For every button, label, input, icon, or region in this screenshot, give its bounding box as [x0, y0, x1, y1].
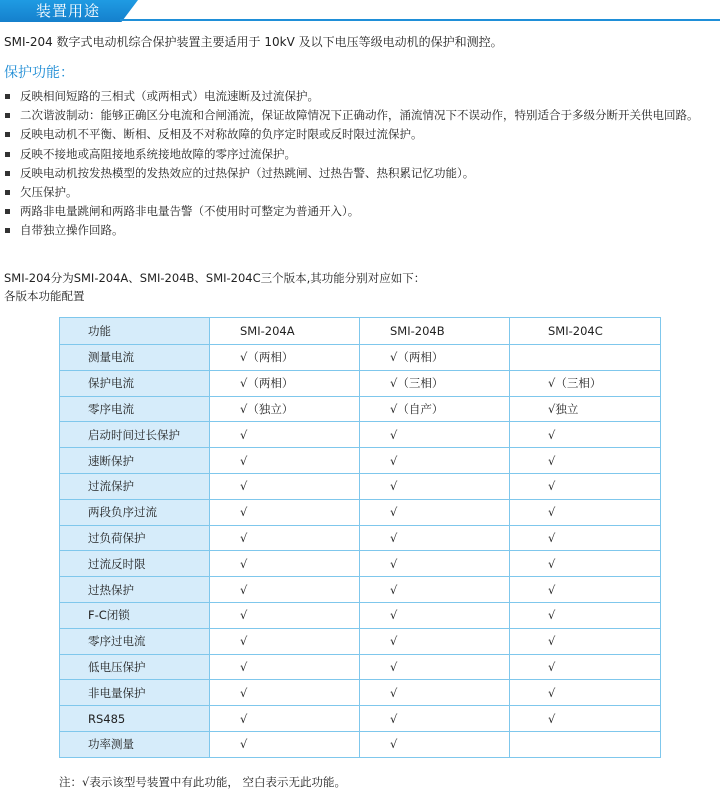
value-cell: √: [360, 473, 510, 499]
versions-text: SMI-204分为SMI-204A、SMI-204B、SMI-204C三个版本,其功能分别对应如下：: [4, 271, 426, 285]
bullet-icon: [5, 209, 10, 214]
value-cell: √（三相）: [510, 370, 661, 396]
function-cell: 低电压保护: [60, 654, 210, 680]
value-cell: √: [210, 602, 360, 628]
value-cell: √: [360, 577, 510, 603]
header-divider: [120, 19, 720, 21]
function-cell: 零序过电流: [60, 628, 210, 654]
table-row: [60, 422, 661, 448]
value-cell: √（两相）: [210, 370, 360, 396]
value-cell: √: [210, 448, 360, 474]
function-cell: 测量电流: [60, 345, 210, 371]
bullet-icon: [5, 94, 10, 99]
function-cell: 过流保护: [60, 473, 210, 499]
value-cell: √: [360, 628, 510, 654]
bullet-icon: [5, 190, 10, 195]
function-cell: 过负荷保护: [60, 525, 210, 551]
list-item: 自带独立操作回路。: [4, 221, 699, 240]
list-item: 欠压保护。: [4, 183, 699, 202]
table-row: [60, 602, 661, 628]
value-cell: √: [210, 680, 360, 706]
function-cell: 零序电流: [60, 396, 210, 422]
bullet-icon: [5, 171, 10, 176]
value-cell: √: [510, 499, 661, 525]
config-title: 各版本功能配置: [4, 289, 85, 303]
value-cell: √（两相）: [210, 345, 360, 371]
section-header: [0, 0, 720, 22]
table-row: [60, 680, 661, 706]
function-cell: 保护电流: [60, 370, 210, 396]
function-cell: 非电量保护: [60, 680, 210, 706]
value-cell: √: [210, 422, 360, 448]
value-cell: √: [510, 680, 661, 706]
column-header: SMI-204C: [510, 318, 661, 345]
list-item: 两路非电量跳闸和两路非电量告警（不使用时可整定为普通开入）。: [4, 202, 699, 221]
value-cell: √（独立）: [210, 396, 360, 422]
table-row: [60, 577, 661, 603]
protection-title: 保护功能：: [4, 65, 74, 81]
value-cell: √: [210, 551, 360, 577]
table-row: [60, 654, 661, 680]
section-title: 装置用途: [36, 2, 101, 20]
table-row: [60, 706, 661, 732]
value-cell: √（两相）: [360, 345, 510, 371]
column-header: 功能: [60, 318, 210, 345]
function-cell: 过热保护: [60, 577, 210, 603]
function-cell: 功率测量: [60, 731, 210, 757]
protection-list: [4, 87, 699, 241]
value-cell: √: [210, 706, 360, 732]
list-item: 二次谐波制动：能够正确区分电流和合闸涌流，保证故障情况下正确动作，涌流情况下不误动作，特别适合于多级分断开关供电回路。: [4, 106, 699, 125]
list-item: 反映电动机按发热模型的发热效应的过热保护（过热跳闸、过热告警、热积累记忆功能）。: [4, 164, 699, 183]
value-cell: √: [210, 525, 360, 551]
value-cell: √: [360, 680, 510, 706]
value-cell: [510, 731, 661, 757]
value-cell: √: [510, 473, 661, 499]
function-cell: 速断保护: [60, 448, 210, 474]
table-row: [60, 396, 661, 422]
table-row: [60, 370, 661, 396]
value-cell: √: [360, 654, 510, 680]
column-header: SMI-204A: [210, 318, 360, 345]
list-item: 反映电动机不平衡、断相、反相及不对称故障的负序定时限或反时限过流保护。: [4, 125, 699, 144]
list-item: 反映相间短路的三相式（或两相式）电流速断及过流保护。: [4, 87, 699, 106]
value-cell: √: [360, 551, 510, 577]
table-row: [60, 731, 661, 757]
function-cell: RS485: [60, 706, 210, 732]
value-cell: √: [360, 731, 510, 757]
bullet-icon: [5, 132, 10, 137]
table-row: [60, 525, 661, 551]
value-cell: √: [210, 731, 360, 757]
function-table: [59, 317, 661, 758]
value-cell: √: [210, 628, 360, 654]
value-cell: √: [510, 577, 661, 603]
value-cell: √独立: [510, 396, 661, 422]
value-cell: √: [360, 499, 510, 525]
value-cell: √（自产）: [360, 396, 510, 422]
footnote: 注：√表示该型号装置中有此功能， 空白表示无此功能。: [59, 775, 346, 789]
bullet-icon: [5, 113, 10, 118]
value-cell: [510, 345, 661, 371]
value-cell: √: [360, 448, 510, 474]
value-cell: √: [510, 602, 661, 628]
function-cell: 过流反时限: [60, 551, 210, 577]
table-row: [60, 499, 661, 525]
value-cell: √: [210, 577, 360, 603]
value-cell: √: [510, 628, 661, 654]
value-cell: √: [510, 551, 661, 577]
value-cell: √（三相）: [360, 370, 510, 396]
value-cell: √: [360, 602, 510, 628]
value-cell: √: [210, 499, 360, 525]
table-row: [60, 345, 661, 371]
list-item: 反映不接地或高阻接地系统接地故障的零序过流保护。: [4, 145, 699, 164]
function-cell: F-C闭锁: [60, 602, 210, 628]
function-cell: 启动时间过长保护: [60, 422, 210, 448]
function-table-wrapper: [59, 317, 661, 758]
value-cell: √: [510, 706, 661, 732]
table-header-row: [60, 318, 661, 345]
function-cell: 两段负序过流: [60, 499, 210, 525]
value-cell: √: [210, 473, 360, 499]
table-row: [60, 448, 661, 474]
table-row: [60, 551, 661, 577]
value-cell: √: [360, 706, 510, 732]
value-cell: √: [360, 525, 510, 551]
table-row: [60, 628, 661, 654]
bullet-icon: [5, 152, 10, 157]
value-cell: √: [510, 422, 661, 448]
value-cell: √: [360, 422, 510, 448]
column-header: SMI-204B: [360, 318, 510, 345]
value-cell: √: [510, 654, 661, 680]
value-cell: √: [210, 654, 360, 680]
value-cell: √: [510, 448, 661, 474]
value-cell: √: [510, 525, 661, 551]
intro-text: SMI-204 数字式电动机综合保护装置主要适用于 10kV 及以下电压等级电动机的保护和测控。: [4, 35, 503, 49]
bullet-icon: [5, 228, 10, 233]
table-row: [60, 473, 661, 499]
